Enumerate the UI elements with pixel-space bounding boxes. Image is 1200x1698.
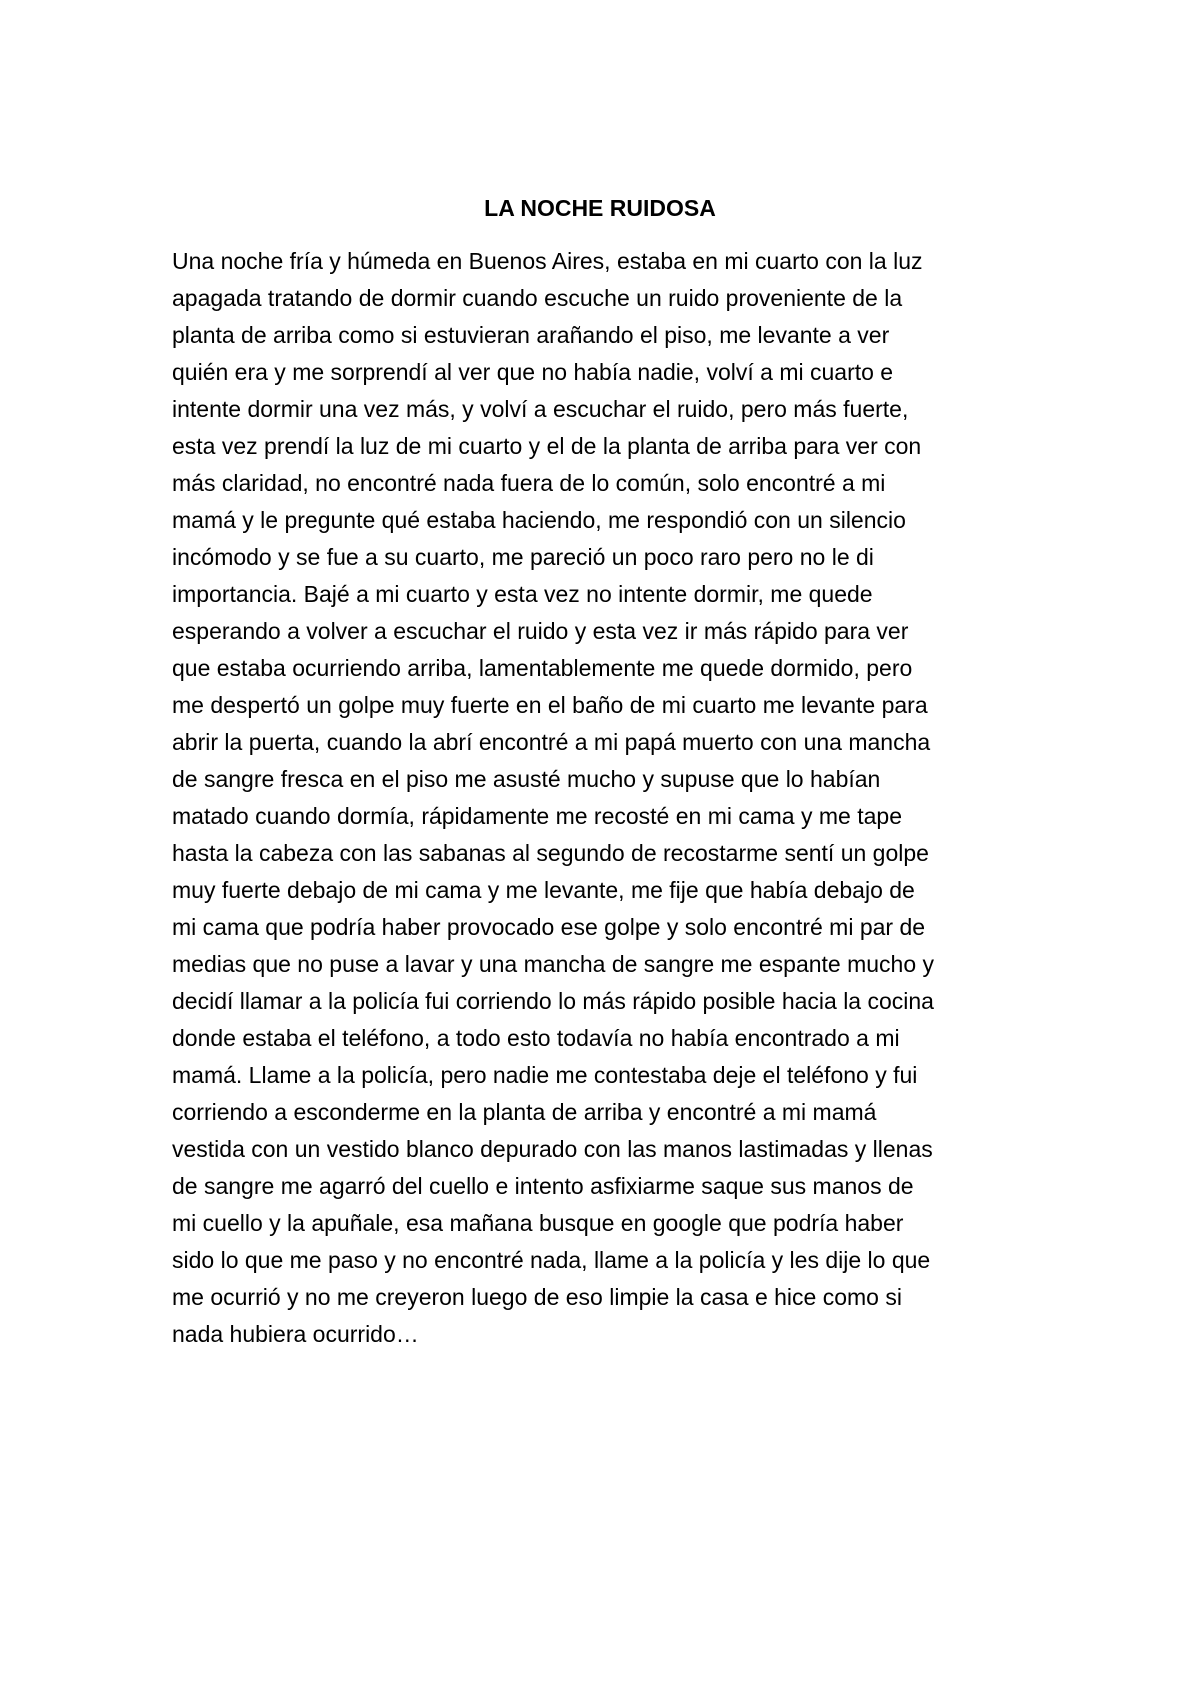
document-body (172, 243, 1052, 1353)
body-line: nada hubiera ocurrido… (172, 1321, 419, 1347)
body-line: apagada tratando de dormir cuando escuche un ruido proveniente de la (172, 285, 903, 311)
body-line: mamá y le pregunte qué estaba haciendo, me respondió con un silencio (172, 507, 906, 533)
body-line: intente dormir una vez más, y volví a escuchar el ruido, pero más fuerte, (172, 396, 909, 422)
body-line: planta de arriba como si estuvieran arañando el piso, me levante a ver (172, 322, 890, 348)
body-line: mamá. Llame a la policía, pero nadie me contestaba deje el teléfono y fui (172, 1062, 918, 1088)
body-line: de sangre me agarró del cuello e intento asfixiarme saque sus manos de (172, 1173, 914, 1199)
body-line: hasta la cabeza con las sabanas al segundo de recostarme sentí un golpe (172, 840, 929, 866)
body-line: vestida con un vestido blanco depurado con las manos lastimadas y llenas (172, 1136, 933, 1162)
body-line: incómodo y se fue a su cuarto, me pareció un poco raro pero no le di (172, 544, 874, 570)
body-line: mi cuello y la apuñale, esa mañana busque en google que podría haber (172, 1210, 904, 1236)
body-line: más claridad, no encontré nada fuera de lo común, solo encontré a mi (172, 470, 886, 496)
body-line: corriendo a esconderme en la planta de arriba y encontré a mi mamá (172, 1099, 877, 1125)
body-line: donde estaba el teléfono, a todo esto todavía no había encontrado a mi (172, 1025, 900, 1051)
body-line: sido lo que me paso y no encontré nada, llame a la policía y les dije lo que (172, 1247, 931, 1273)
body-line: importancia. Bajé a mi cuarto y esta vez no intente dormir, me quede (172, 581, 873, 607)
body-line: esta vez prendí la luz de mi cuarto y el de la planta de arriba para ver con (172, 433, 922, 459)
body-line: decidí llamar a la policía fui corriendo lo más rápido posible hacia la cocina (172, 988, 934, 1014)
body-line: medias que no puse a lavar y una mancha de sangre me espante mucho y (172, 951, 935, 977)
body-line: abrir la puerta, cuando la abrí encontré a mi papá muerto con una mancha (172, 729, 931, 755)
body-line: de sangre fresca en el piso me asusté mucho y supuse que lo habían (172, 766, 881, 792)
body-line: muy fuerte debajo de mi cama y me levante, me fije que había debajo de (172, 877, 915, 903)
body-line: quién era y me sorprendí al ver que no había nadie, volví a mi cuarto e (172, 359, 894, 385)
body-line: matado cuando dormía, rápidamente me recosté en mi cama y me tape (172, 803, 902, 829)
body-line: me despertó un golpe muy fuerte en el baño de mi cuarto me levante para (172, 692, 928, 718)
body-line: que estaba ocurriendo arriba, lamentablemente me quede dormido, pero (172, 655, 913, 681)
body-line: esperando a volver a escuchar el ruido y esta vez ir más rápido para ver (172, 618, 909, 644)
body-line: Una noche fría y húmeda en Buenos Aires, estaba en mi cuarto con la luz (172, 248, 923, 274)
body-line: me ocurrió y no me creyeron luego de eso limpie la casa e hice como si (172, 1284, 902, 1310)
document-title: LA NOCHE RUIDOSA (484, 195, 716, 221)
body-line: mi cama que podría haber provocado ese golpe y solo encontré mi par de (172, 914, 926, 940)
